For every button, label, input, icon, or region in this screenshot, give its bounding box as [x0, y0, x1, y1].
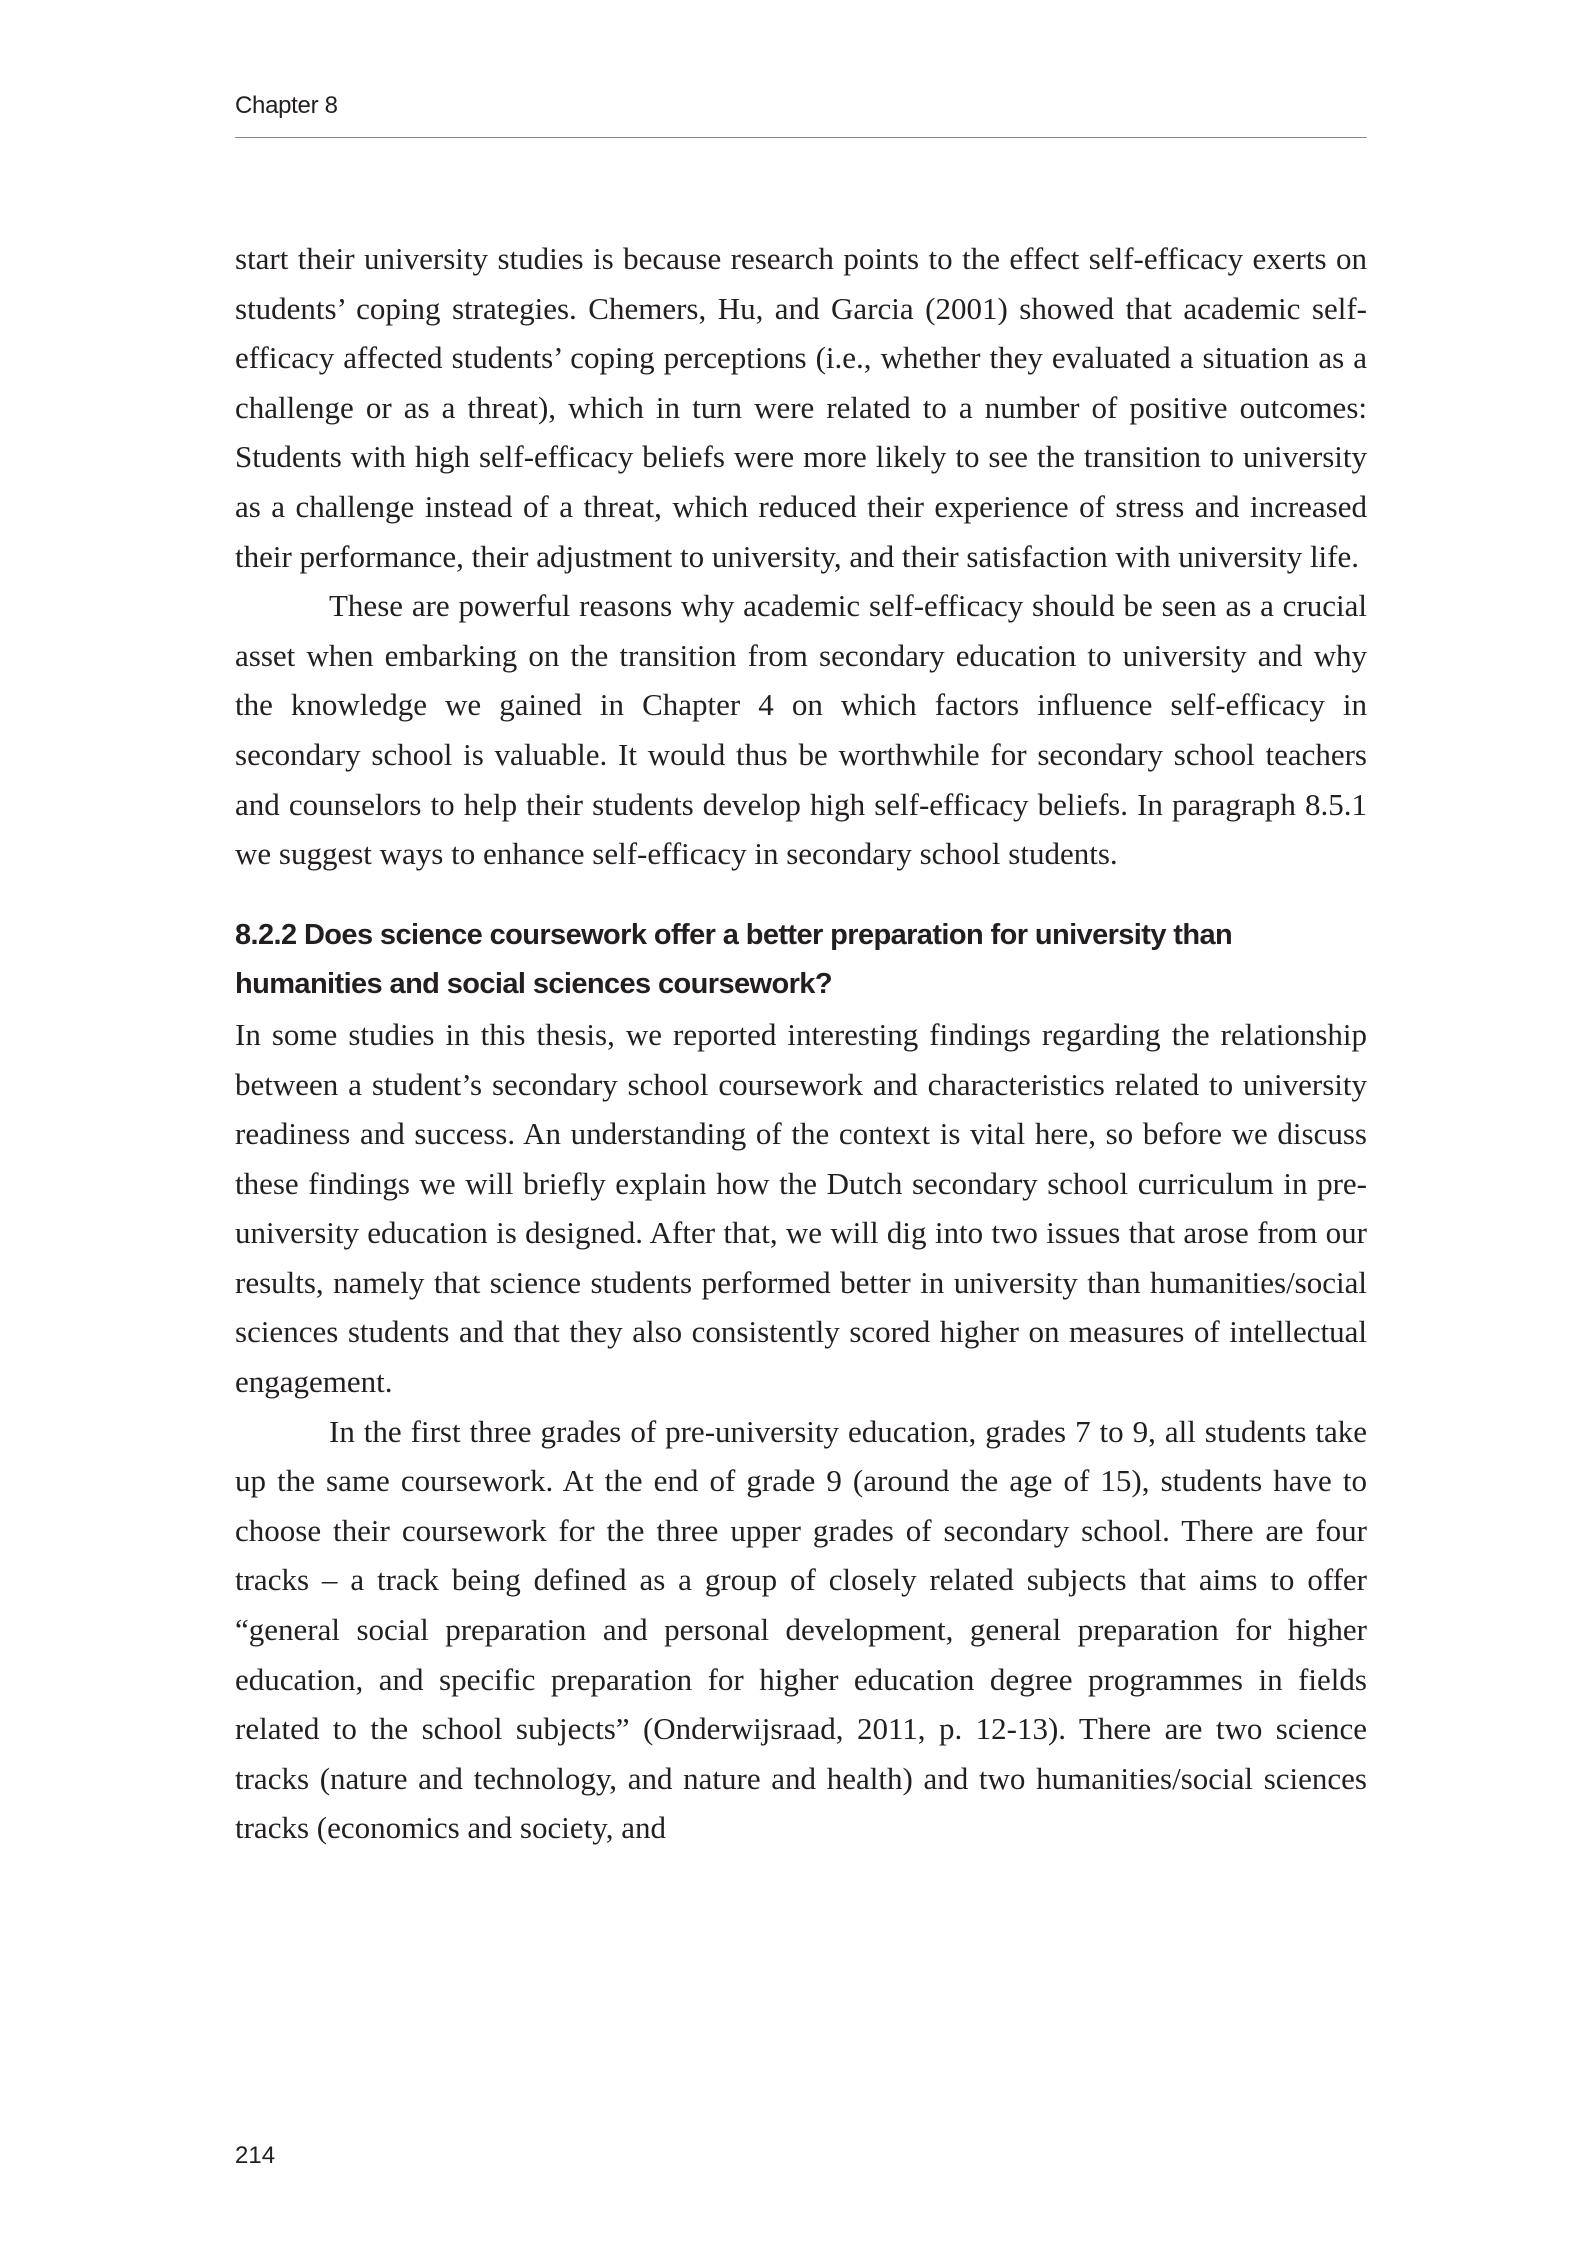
section-heading-8-2-2: 8.2.2 Does science coursework offer a better preparation for university than humanities and social sciences coursework?	[235, 918, 1233, 1001]
paragraph-continued: start their university studies is because research points to the effect self-efficacy exerts on students’ coping strategies. Chemers, Hu, and Garcia (2001) showed that academic self-efficacy affected students’ coping perceptions (i.e., whether they evaluated a situation as a challenge or as a threat), which in turn were related to a number of positive outcomes: Students with high self-efficacy beliefs were more likely to see the transition to university as a challenge instead of a threat, which reduced their experience of stress and increased their performance, their adjustment to university, and their satisfaction with university life.	[235, 241, 1367, 574]
page-number: 214	[235, 2142, 276, 2169]
paragraph-coursework-findings: In some studies in this thesis, we reported interesting findings regarding the relationship between a student’s secondary school coursework and characteristics related to university readiness and success. An understanding of the context is vital here, so before we discuss these findings we will briefly explain how the Dutch secondary school curriculum in pre-university education is designed. After that, we will dig into two issues that arose from our results, namely that science students performed better in university than humanities/social sciences students and that they also consistently scored higher on measures of intellectual engagement.	[235, 1016, 1367, 1400]
header-divider	[235, 137, 1367, 138]
main-text-column	[235, 234, 1367, 1853]
paragraph-self-efficacy-reasons: These are powerful reasons why academic self-efficacy should be seen as a crucial asset when embarking on the transition from secondary education to university and why the knowledge we gained in Chapter 4 on which factors influence self-efficacy in secondary school is valuable. It would thus be worthwhile for secondary school teachers and counselors to help their students develop high self-efficacy beliefs. In paragraph 8.5.1 we suggest ways to enhance self-efficacy in secondary school students.	[235, 588, 1367, 872]
running-head-chapter: Chapter 8	[235, 92, 338, 119]
paragraph-dutch-curriculum-tracks: In the first three grades of pre-university education, grades 7 to 9, all students take up the same coursework. At the end of grade 9 (around the age of 15), students have to choose their coursework for the three upper grades of secondary school. There are four tracks – a track being defined as a group of closely related subjects that aims to offer “general social preparation and personal development, general preparation for higher education, and specific preparation for higher education degree programmes in fields related to the school subjects” (Onderwijsraad, 2011, p. 12-13). There are two science tracks (nature and technology, and nature and health) and two humanities/social sciences tracks (economics and society, and	[235, 1413, 1367, 1846]
